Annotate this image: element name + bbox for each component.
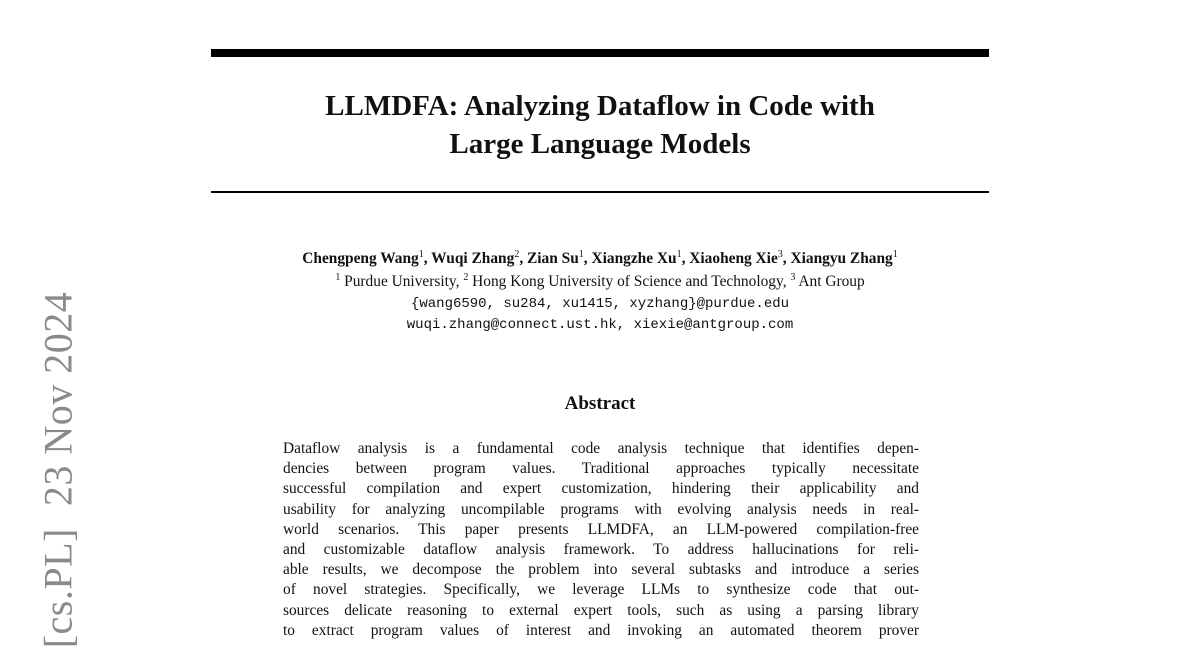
author-name: Zian Su	[527, 250, 579, 267]
title-top-rule	[211, 49, 989, 57]
title-line: LLMDFA: Analyzing Dataflow in Code with	[325, 90, 875, 122]
affil-number: 2	[463, 272, 469, 283]
arxiv-category: [cs.PL]	[35, 528, 81, 648]
author-name: Xiangyu Zhang	[790, 250, 893, 267]
abstract-line: of novel strategies. Specifically, we leverage LLMs to synthesize code that out-	[283, 581, 919, 599]
abstract-line: Dataflow analysis is a fundamental code analysis technique that identifies depen-	[283, 440, 919, 457]
affil-number: 3	[790, 272, 796, 283]
arxiv-identifier-stamp	[35, 292, 82, 648]
affil-name: Purdue University,	[344, 273, 460, 290]
abstract-line: dencies between program values. Traditional approaches typically necessitate	[283, 460, 919, 478]
author-affil-mark: 1	[892, 249, 898, 260]
affil-number: 1	[335, 272, 341, 283]
abstract-line: world scenarios. This paper presents LLMDFA, an LLM-powered compilation-free	[283, 520, 919, 538]
abstract-line: to extract program values of interest and invoking an automated theorem prover	[283, 621, 919, 639]
abstract-line: successful compilation and expert customization, hindering their applicability and	[283, 480, 919, 498]
author-affil-mark: 2	[514, 249, 520, 260]
author-affil-mark: 1	[418, 249, 424, 260]
affil-name: Ant Group	[798, 273, 865, 290]
affiliation-list	[150, 271, 1050, 292]
affil-name: Hong Kong University of Science and Technology,	[472, 273, 787, 290]
abstract-heading: Abstract	[564, 393, 636, 414]
author-name: Wuqi Zhang	[431, 250, 515, 267]
abstract-line: usability for analyzing uncompilable programs with evolving analysis needs in real-	[283, 500, 919, 518]
abstract-line: and customizable dataflow analysis framework. To address hallucinations for reli-	[283, 541, 919, 559]
email-line: wuqi.zhang@connect.ust.hk, xiexie@antgroup.com	[406, 317, 794, 333]
author-list: Chengpeng Wang$^1$, Wuqi Zhang$^2$, Zian Su$^1$, Xiangzhe Xu$^1$, Xiaoheng Xie$^3$, Xiangyu Zhang$^1$	[302, 249, 898, 267]
author-name: Chengpeng Wang	[302, 250, 419, 267]
author-affil-mark: 3	[777, 249, 783, 260]
title-line: Large Language Models	[449, 128, 751, 160]
abstract-line: able results, we decompose the problem into several subtasks and introduce a series	[283, 561, 919, 579]
email-line: {wang6590, su284, xu1415, xyzhang}@purdue.edu	[410, 296, 790, 312]
paper-title	[211, 87, 989, 163]
author-name: Xiangzhe Xu	[591, 250, 677, 267]
author-affil-mark: 1	[578, 249, 584, 260]
author-affil-mark: 1	[676, 249, 682, 260]
abstract-line: sources delicate reasoning to external expert tools, such as using a parsing library	[283, 601, 919, 619]
arxiv-date: 23 Nov 2024	[35, 291, 81, 507]
title-bottom-rule	[211, 191, 989, 193]
author-name: Xiaoheng Xie	[689, 250, 778, 267]
abstract-body	[283, 439, 919, 641]
